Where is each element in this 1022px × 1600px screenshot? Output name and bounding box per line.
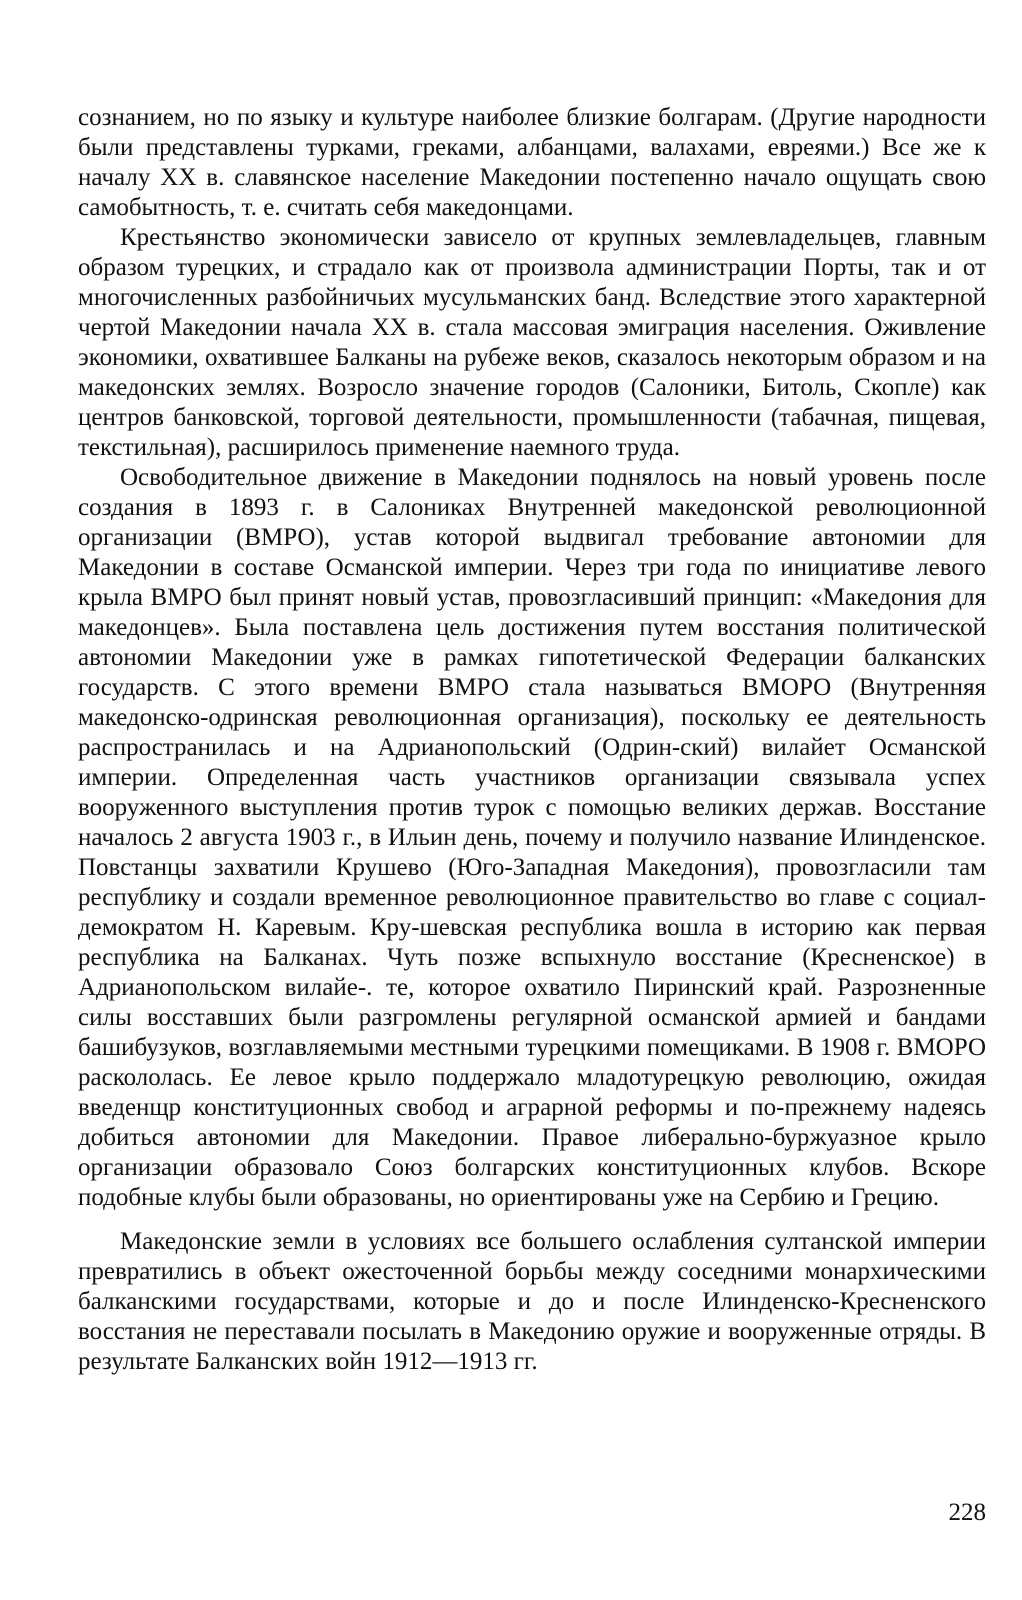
paragraph-liberation-movement: Освободительное движение в Македонии поднялось на новый уровень после создания в 1893 г. в Салониках Внутренней македонской революционной организации (ВМРО), устав которой выдвигал требование автономии для Македонии в составе Османской империи. Через три года по инициативе левого крыла ВМРО был принят новый устав, провозгласивший принцип: «Македония для македонцев». Была поставлена цель достижения путем восстания политической автономии Македонии уже в рамках гипотетической Федерации балканских государств. С этого времени ВМРО стала называться ВМОРО (Внутренняя македонско-одринская революционная организация), поскольку ее деятельность распространилась и на Адрианопольский (Одрин-ский) вилайет Османской империи. Определенная часть участников организации связывала успех вооруженного выступления против турок с помощью великих держав. Восстание началось 2 августа 1903 г., в Ильин день, почему и получило название Илинденское. Повстанцы захватили Крушево (Юго-Западная Македония), провозгласили там республику и создали временное революционное правительство во главе с социал-демократом Н. Каревым. Кру-шевская республика вошла в историю как первая республика на Балканах. Чуть позже вспыхнуло восстание (Кресненское) в Адрианопольском вилайе-. те, которое охватило Пиринский край. Разрозненные силы восставших были разгромлены регулярной османской армией и бандами башибузуков, возглавляемыми местными турецкими помещиками. В 1908 г. ВМОРО раскололась. Ее левое крыло поддержало младотурецкую революцию, ожидая введенщр конституционных свобод и аграрной реформы и по-прежнему надеясь добиться автономии для Македонии. Правое либерально-буржуазное крыло организации образовало Союз болгарских конституционных клубов. Вскоре подобные клубы были образованы, но ориентированы уже на Сербию и Грецию. xyxy=(78,464,986,1211)
paragraph-continuation: сознанием, но по языку и культуре наиболее близкие болгарам. (Другие народности были представлены турками, греками, албанцами, валахами, евреями.) Все же к началу XX в. славянское население Македонии постепенно начало ощущать свою самобытность, т. е. считать себя македонцами. xyxy=(78,104,986,221)
page-number: 228 xyxy=(948,1499,986,1526)
paragraph-peasantry: Крестьянство экономически зависело от крупных землевладельцев, главным образом турецких, и страдало как от произвола администрации Порты, так и от многочисленных разбойничьих мусульманских банд. Вследствие этого характерной чертой Македонии начала XX в. стала массовая эмиграция населения. Оживление экономики, охватившее Балканы на рубеже веков, сказалось некоторым образом и на македонских землях. Возросло значение городов (Салоники, Битоль, Скопле) как центров банковской, торговой деятельности, промышленности (табачная, пищевая, текстильная), расширилось применение наемного труда. xyxy=(78,224,986,461)
paragraph-macedonian-lands: Македонские земли в условиях все большего ослабления султанской империи превратились в объект ожесточенной борьбы между соседними монархическими балканскими государствами, которые и до и после Илинденско-Кресненского восстания не переставали посылать в Македонию оружие и вооруженные отряды. В результате Балканских войн 1912—1913 гг. xyxy=(78,1228,986,1375)
page-body xyxy=(78,103,986,1377)
